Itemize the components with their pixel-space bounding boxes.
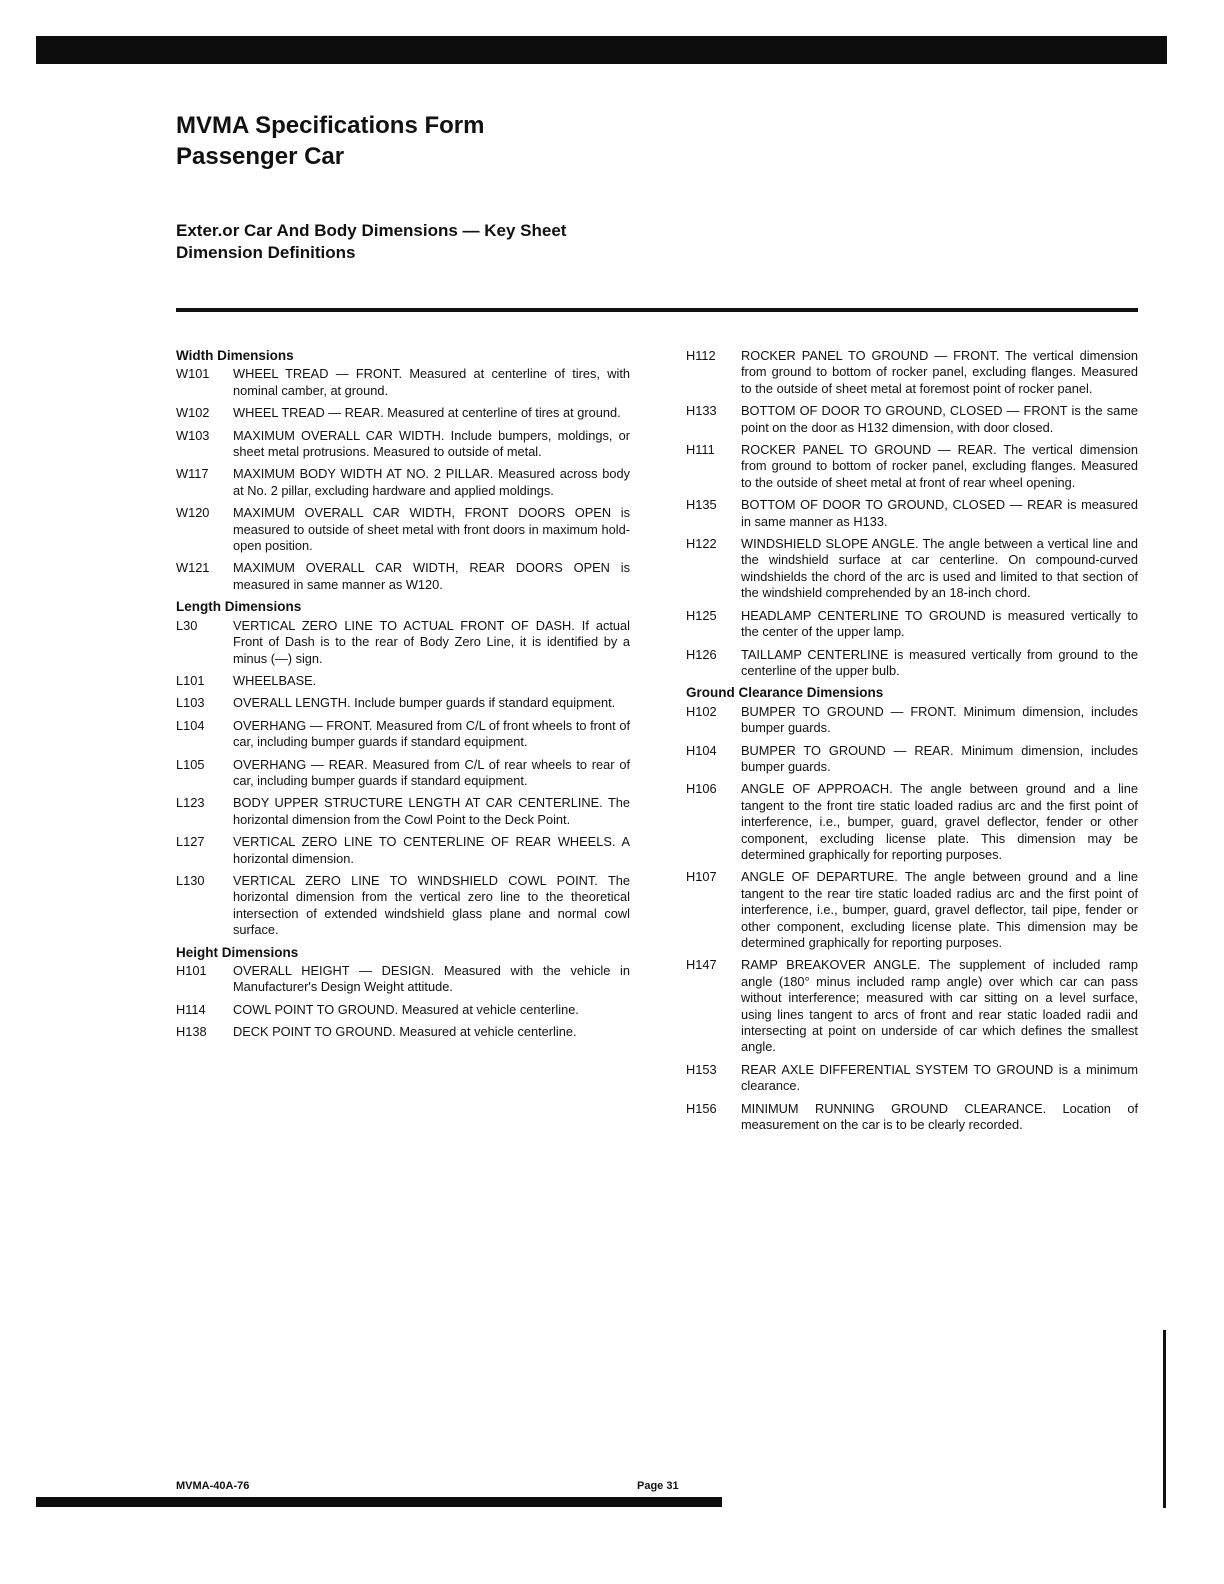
title-line-2: Passenger Car [176,143,345,170]
dimension-definition: OVERALL LENGTH. Include bumper guards if standard equipment. [233,695,616,711]
dimension-definition: VERTICAL ZERO LINE TO CENTERLINE OF REAR WHEELS. A horizontal dimension. [233,834,630,866]
definition-entry [176,873,630,939]
ground-clearance-heading: Ground Clearance Dimensions [686,685,884,701]
bottom-black-bar [36,1497,722,1507]
definition-entry [176,1002,630,1018]
dimension-code: H101 [176,963,207,978]
definition-entry [176,757,630,790]
dimension-code: L127 [176,834,205,850]
dimension-code: H102 [686,703,717,719]
dimension-definition: WHEEL TREAD — REAR. Measured at centerline of tires at ground. [233,405,621,421]
dimension-definition: OVERHANG — REAR. Measured from C/L of rear wheels to rear of car, including bumper guards if standard equipment. [233,756,630,788]
height-dimensions-heading: Height Dimensions [176,944,299,960]
height-entries-continued [686,348,1138,679]
right-column [686,348,1138,1139]
dimension-definition: MINIMUM RUNNING GROUND CLEARANCE. Location of measurement on the car is to be clearly recorded. [741,1100,1138,1133]
dimension-code: H138 [176,1024,207,1040]
dimension-definition: COWL POINT TO GROUND. Measured at vehicle centerline. [233,1001,579,1017]
width-dimensions-heading: Width Dimensions [176,348,294,363]
title-line-1: MVMA Specifications Form [176,112,485,139]
page-number: Page 31 [637,1480,679,1492]
dimension-code: H147 [686,957,717,973]
dimension-definition: ROCKER PANEL TO GROUND — FRONT. The vertical dimension from ground to bottom of rocker panel, excluding flanges. Measured to the outside of sheet metal at foremost point of rocker panel. [741,348,1138,396]
definition-entry [686,497,1138,530]
dimension-definition: HEADLAMP CENTERLINE TO GROUND is measured vertically to the center of the upper lamp. [741,607,1138,640]
definition-entry [686,1062,1138,1095]
dimension-code: W102 [176,405,210,421]
subtitle-line-1: Exter.or Car And Body Dimensions — Key Sheet [176,221,567,240]
dimension-code: H104 [686,742,717,758]
definition-entry [176,795,630,828]
dimension-definition: BUMPER TO GROUND — FRONT. Minimum dimension, includes bumper guards. [741,703,1138,736]
dimension-definition: TAILLAMP CENTERLINE is measured vertically from ground to the centerline of the upper bulb. [741,646,1138,678]
dimension-code: H156 [686,1100,717,1116]
dimension-code: H122 [686,536,717,552]
definition-entry [686,957,1138,1055]
dimension-code: L123 [176,795,205,811]
definition-entry [686,704,1138,737]
length-dimensions-heading: Length Dimensions [176,599,302,615]
dimension-definition: WHEEL TREAD — FRONT. Measured at centerline of tires, with nominal camber, at ground. [233,366,630,398]
dimension-definition: RAMP BREAKOVER ANGLE. The supplement of included ramp angle (180° minus included ramp angle) over which car can pass without interference; measured with car sitting on a level surface, using lines tangent to arcs of front and rear static loaded radii and intersecting at point on underside of car which defines the smallest angle. [741,957,1138,1055]
definition-entry [176,618,630,667]
definition-entry [176,673,630,689]
dimension-code: W120 [176,505,210,521]
dimension-code: W103 [176,427,210,443]
dimension-code: H126 [686,646,717,662]
dimension-definition: MAXIMUM OVERALL CAR WIDTH, FRONT DOORS OPEN is measured to outside of sheet metal with front doors in maximum hold-open position. [233,505,630,554]
definition-entry [176,428,630,461]
ground-clearance-entries [686,704,1138,1134]
definition-entry [176,560,630,593]
dimension-definition: OVERALL HEIGHT — DESIGN. Measured with the vehicle in Manufacturer's Design Weight attitude. [233,963,630,995]
dimension-definition: OVERHANG — FRONT. Measured from C/L of front wheels to front of car, including bumper guards if standard equipment. [233,717,630,750]
dimension-definition: DECK POINT TO GROUND. Measured at vehicle centerline. [233,1024,577,1040]
definition-entry [686,869,1138,951]
dimension-code: L30 [176,617,198,633]
definition-entry [686,442,1138,491]
definition-entry [686,608,1138,641]
dimension-code: H133 [686,403,717,419]
dimension-code: H111 [686,442,715,458]
definition-entry [686,743,1138,776]
definition-entry [686,403,1138,436]
definition-entry [176,405,630,421]
definition-entry [176,366,630,399]
definition-entry [176,1024,630,1040]
left-column [176,348,630,1047]
dimension-definition: VERTICAL ZERO LINE TO WINDSHIELD COWL POINT. The horizontal dimension from the vertical zero line to the theoretical intersection of extended windshield glass plane and normal cowl surface. [233,872,630,938]
dimension-code: H106 [686,781,717,797]
dimension-definition: MAXIMUM OVERALL CAR WIDTH. Include bumpers, moldings, or sheet metal protrusions. Measured to outside of metal. [233,427,630,460]
definition-entry [176,718,630,751]
definition-entry [176,963,630,996]
dimension-definition: WINDSHIELD SLOPE ANGLE. The angle between a vertical line and the windshield surface at car centerline. On compound-curved windshields the chord of the arc is used and limited to that section of the windshield comprehended by an 18-inch chord. [741,536,1138,601]
length-entries [176,618,630,939]
dimension-code: W101 [176,366,210,382]
page-subtitle [176,220,566,264]
subtitle-line-2: Dimension Definitions [176,243,356,262]
dimension-definition: MAXIMUM BODY WIDTH AT NO. 2 PILLAR. Measured across body at No. 2 pillar, excluding hardware and applied moldings. [233,466,630,498]
dimension-code: L105 [176,756,205,772]
definition-entry [176,505,630,554]
dimension-code: L103 [176,695,205,711]
dimension-definition: ANGLE OF DEPARTURE. The angle between ground and a line tangent to the rear tire static loaded radius arc and the first point of interference, i.e., bumper, guard, gravel deflector, tail pipe, fender or other component, excluding license plate. This dimension may be determined graphically for reporting purposes. [741,869,1138,950]
dimension-definition: MAXIMUM OVERALL CAR WIDTH, REAR DOORS OPEN is measured in same manner as W120. [233,560,630,592]
definition-entry [686,536,1138,602]
dimension-definition: BODY UPPER STRUCTURE LENGTH AT CAR CENTERLINE. The horizontal dimension from the Cowl Point to the Deck Point. [233,795,630,827]
definition-entry [686,647,1138,680]
header-divider [176,308,1138,312]
definition-entry [686,1101,1138,1134]
dimension-definition: REAR AXLE DIFFERENTIAL SYSTEM TO GROUND is a minimum clearance. [741,1061,1138,1094]
dimension-definition: VERTICAL ZERO LINE TO ACTUAL FRONT OF DASH. If actual Front of Dash is to the rear of Body Zero Line, it is identified by a minus (—) sign. [233,617,630,666]
dimension-definition: BUMPER TO GROUND — REAR. Minimum dimension, includes bumper guards. [741,742,1138,774]
dimension-code: H135 [686,497,717,513]
dimension-code: H114 [176,1001,206,1017]
height-entries [176,963,630,1041]
definition-entry [176,466,630,499]
definition-entry [176,695,630,711]
dimension-code: L101 [176,672,205,688]
document-id: MVMA-40A-76 [176,1480,250,1492]
dimension-code: W121 [176,560,210,576]
dimension-code: H125 [686,607,717,623]
width-entries [176,366,630,593]
dimension-code: W117 [176,466,209,482]
dimension-code: L104 [176,717,205,733]
dimension-definition: BOTTOM OF DOOR TO GROUND, CLOSED — REAR is measured in same manner as H133. [741,497,1138,529]
top-black-bar [36,36,1167,64]
dimension-definition: ANGLE OF APPROACH. The angle between ground and a line tangent to the front tire static loaded radius arc and the first point of interference, i.e., bumper, guard, gravel deflector, fender or other component, excluding license plate. This dimension may be determined graphically for reporting purposes. [741,781,1138,862]
definition-entry [686,781,1138,863]
definition-entry [176,834,630,867]
definition-entry [686,348,1138,397]
page-title [176,110,484,172]
dimension-code: H153 [686,1061,717,1077]
dimension-code: H112 [686,348,716,363]
dimension-definition: WHEELBASE. [233,672,317,688]
dimension-definition: ROCKER PANEL TO GROUND — REAR. The vertical dimension from ground to bottom of rocker panel, excluding flanges. Measured to the outside of sheet metal at front of rear wheel opening. [741,442,1138,490]
dimension-definition: BOTTOM OF DOOR TO GROUND, CLOSED — FRONT is the same point on the door as H132 dimension, with door closed. [741,403,1138,435]
dimension-code: L130 [176,872,205,888]
dimension-code: H107 [686,869,717,885]
right-edge-line [1163,1330,1166,1508]
